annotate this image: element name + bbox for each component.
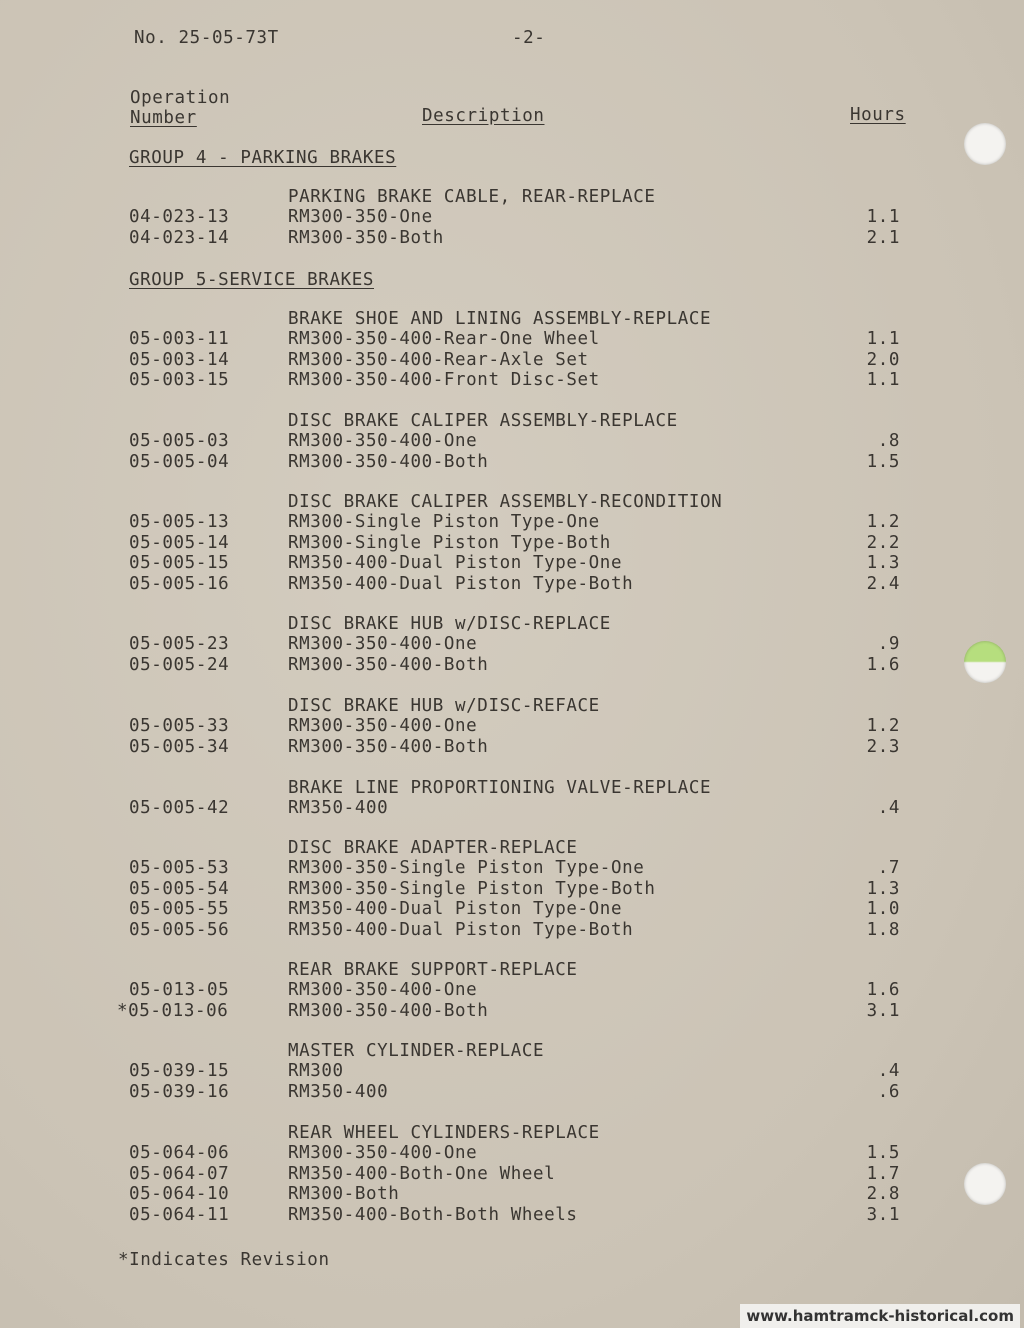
operation-hours: 3.1 bbox=[866, 1204, 900, 1225]
operation-description: RM300-350-400-One bbox=[288, 1143, 478, 1164]
operation-number: 04-023-13 bbox=[129, 207, 230, 228]
operation-number: 05-005-56 bbox=[129, 919, 230, 940]
operation-number: 05-005-15 bbox=[129, 553, 230, 574]
operation-number: 05-005-13 bbox=[129, 512, 230, 533]
operation-number: 05-005-33 bbox=[129, 716, 230, 737]
operation-number: 05-003-15 bbox=[129, 370, 230, 391]
operation-number: 05-013-05 bbox=[129, 980, 230, 1001]
group-heading: GROUP 5-SERVICE BRAKES bbox=[129, 270, 374, 290]
group-heading: GROUP 4 - PARKING BRAKES bbox=[129, 148, 397, 168]
operation-description: RM350-400-Both-One Wheel bbox=[288, 1163, 556, 1184]
footnote: *Indicates Revision bbox=[118, 1250, 330, 1270]
operation-number: 05-005-23 bbox=[129, 634, 230, 655]
section-heading: BRAKE LINE PROPORTIONING VALVE-REPLACE bbox=[288, 778, 712, 798]
section-heading: MASTER CYLINDER-REPLACE bbox=[288, 1041, 545, 1061]
binder-hole-bottom bbox=[964, 1163, 1006, 1205]
operation-number: 05-039-16 bbox=[129, 1081, 230, 1102]
operation-description: RM300-350-400-One bbox=[288, 634, 478, 655]
operation-description: RM350-400 bbox=[288, 798, 389, 819]
operation-hours: 1.2 bbox=[866, 716, 900, 737]
section-heading: DISC BRAKE CALIPER ASSEMBLY-REPLACE bbox=[288, 411, 678, 431]
section-heading: DISC BRAKE CALIPER ASSEMBLY-RECONDITION bbox=[288, 492, 723, 512]
operation-hours: .6 bbox=[877, 1081, 900, 1102]
column-header-hours: Hours bbox=[850, 105, 906, 125]
operation-number: 05-064-10 bbox=[129, 1184, 230, 1205]
operation-number: 05-005-42 bbox=[129, 798, 230, 819]
operation-description: RM300-350-One bbox=[288, 207, 433, 228]
operation-description: RM300-350-Single Piston Type-One bbox=[288, 858, 645, 879]
operation-hours: 2.4 bbox=[866, 573, 900, 594]
document-number: No. 25-05-73T bbox=[134, 28, 279, 48]
operation-description: RM350-400-Dual Piston Type-One bbox=[288, 899, 623, 920]
operation-description: RM300-350-400-Both bbox=[288, 736, 489, 757]
operation-description: RM300-350-Both bbox=[288, 227, 444, 248]
operation-hours: 1.1 bbox=[866, 329, 900, 350]
page-number: -2- bbox=[512, 28, 546, 48]
operation-description: RM300-350-400-One bbox=[288, 431, 478, 452]
column-header-description: Description bbox=[422, 106, 545, 126]
operation-hours: 2.3 bbox=[866, 736, 900, 757]
operation-number: 05-003-14 bbox=[129, 349, 230, 370]
operation-number: 05-003-11 bbox=[129, 329, 230, 350]
operation-number: 05-039-15 bbox=[129, 1061, 230, 1082]
operation-hours: 1.6 bbox=[866, 980, 900, 1001]
operation-number: 05-005-53 bbox=[129, 858, 230, 879]
operation-hours: 1.2 bbox=[866, 512, 900, 533]
operation-number: 05-064-11 bbox=[129, 1204, 230, 1225]
operation-hours: 2.2 bbox=[866, 532, 900, 553]
operation-number: 04-023-14 bbox=[129, 227, 230, 248]
operation-hours: .4 bbox=[877, 1061, 900, 1082]
section-heading: DISC BRAKE ADAPTER-REPLACE bbox=[288, 838, 578, 858]
operation-number: 05-005-04 bbox=[129, 451, 230, 472]
operation-description: RM300-350-400-One bbox=[288, 716, 478, 737]
operation-number: 05-005-03 bbox=[129, 431, 230, 452]
section-heading: DISC BRAKE HUB w/DISC-REFACE bbox=[288, 696, 600, 716]
section-heading: DISC BRAKE HUB w/DISC-REPLACE bbox=[288, 614, 611, 634]
operation-hours: .9 bbox=[877, 634, 900, 655]
operation-number: 05-005-16 bbox=[129, 573, 230, 594]
operation-hours: 2.1 bbox=[866, 227, 900, 248]
operation-hours: 1.7 bbox=[866, 1163, 900, 1184]
binder-hole-top bbox=[964, 123, 1006, 165]
section-heading: BRAKE SHOE AND LINING ASSEMBLY-REPLACE bbox=[288, 309, 712, 329]
operation-number: 05-064-07 bbox=[129, 1163, 230, 1184]
operation-hours: 2.0 bbox=[866, 349, 900, 370]
operation-description: RM300-350-400-One bbox=[288, 980, 478, 1001]
operation-description: RM300-350-400-Both bbox=[288, 451, 489, 472]
operation-hours: .7 bbox=[877, 858, 900, 879]
section-heading: REAR BRAKE SUPPORT-REPLACE bbox=[288, 960, 578, 980]
operation-description: RM300-350-400-Both bbox=[288, 1000, 489, 1021]
section-heading: PARKING BRAKE CABLE, REAR-REPLACE bbox=[288, 187, 656, 207]
operation-description: RM350-400-Both-Both Wheels bbox=[288, 1204, 578, 1225]
operation-description: RM300 bbox=[288, 1061, 344, 1082]
operation-description: RM300-350-400-Front Disc-Set bbox=[288, 370, 600, 391]
operation-hours: 1.0 bbox=[866, 899, 900, 920]
operation-hours: 1.5 bbox=[866, 1143, 900, 1164]
operation-hours: 1.3 bbox=[866, 878, 900, 899]
operation-description: RM300-Single Piston Type-Both bbox=[288, 532, 611, 553]
binder-hole-middle bbox=[964, 641, 1006, 683]
operation-hours: 1.8 bbox=[866, 919, 900, 940]
website-credit: www.hamtramck-historical.com bbox=[740, 1304, 1020, 1328]
operation-number: 05-005-24 bbox=[129, 654, 230, 675]
operation-description: RM350-400-Dual Piston Type-One bbox=[288, 553, 623, 574]
operation-description: RM350-400-Dual Piston Type-Both bbox=[288, 573, 634, 594]
operation-number: 05-005-14 bbox=[129, 532, 230, 553]
operation-description: RM300-Single Piston Type-One bbox=[288, 512, 600, 533]
column-header-number: Number bbox=[130, 108, 197, 128]
operation-description: RM300-350-400-Both bbox=[288, 654, 489, 675]
operation-hours: 1.5 bbox=[866, 451, 900, 472]
operation-hours: 1.1 bbox=[866, 370, 900, 391]
operation-hours: .8 bbox=[877, 431, 900, 452]
operation-hours: 1.6 bbox=[866, 654, 900, 675]
operation-description: RM300-350-Single Piston Type-Both bbox=[288, 878, 656, 899]
operation-hours: 1.3 bbox=[866, 553, 900, 574]
operation-description: RM300-Both bbox=[288, 1184, 400, 1205]
operation-number: 05-005-54 bbox=[129, 878, 230, 899]
operation-hours: 1.1 bbox=[866, 207, 900, 228]
operation-description: RM350-400 bbox=[288, 1081, 389, 1102]
operation-hours: 2.8 bbox=[866, 1184, 900, 1205]
column-header-operation: Operation bbox=[130, 88, 231, 108]
operation-hours: .4 bbox=[877, 798, 900, 819]
operation-number: 05-005-34 bbox=[129, 736, 230, 757]
operation-number: *05-013-06 bbox=[117, 1000, 229, 1021]
operation-hours: 3.1 bbox=[866, 1000, 900, 1021]
operation-description: RM300-350-400-Rear-One Wheel bbox=[288, 329, 600, 350]
operation-number: 05-005-55 bbox=[129, 899, 230, 920]
operation-description: RM300-350-400-Rear-Axle Set bbox=[288, 349, 589, 370]
operation-description: RM350-400-Dual Piston Type-Both bbox=[288, 919, 634, 940]
section-heading: REAR WHEEL CYLINDERS-REPLACE bbox=[288, 1123, 600, 1143]
operation-number: 05-064-06 bbox=[129, 1143, 230, 1164]
